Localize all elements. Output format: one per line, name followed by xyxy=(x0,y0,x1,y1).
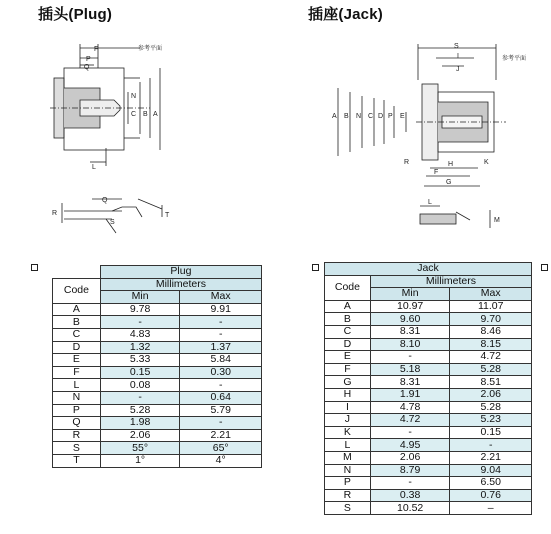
max-cell: 6.50 xyxy=(450,477,532,490)
plug-table-marker xyxy=(31,264,38,271)
max-cell: 0.30 xyxy=(180,366,262,379)
min-cell: - xyxy=(370,351,450,364)
code-cell: C xyxy=(53,328,101,341)
plug-spec-table xyxy=(52,265,262,468)
code-cell: G xyxy=(325,376,371,389)
max-cell: 5.28 xyxy=(450,401,532,414)
table-row xyxy=(325,489,532,502)
min-cell: 4.95 xyxy=(370,439,450,452)
table-row xyxy=(325,388,532,401)
code-cell: D xyxy=(53,341,101,354)
min-cell: 1° xyxy=(100,454,180,467)
max-cell: - xyxy=(450,439,532,452)
jack-dim-s: S xyxy=(454,43,459,50)
code-cell: P xyxy=(325,477,371,490)
jack-dim-a: A xyxy=(332,113,337,120)
code-cell: S xyxy=(325,502,371,515)
table-row xyxy=(325,464,532,477)
code-cell: L xyxy=(53,379,101,392)
table-row xyxy=(325,477,532,490)
code-cell: P xyxy=(53,404,101,417)
table-row xyxy=(325,401,532,414)
jack-code-header: Code xyxy=(325,275,371,300)
min-cell: 0.15 xyxy=(100,366,180,379)
table-row xyxy=(325,502,532,515)
code-cell: C xyxy=(325,325,371,338)
jack-detail-dim-m: M xyxy=(494,217,500,224)
table-row xyxy=(53,379,262,392)
min-cell: 0.38 xyxy=(370,489,450,502)
max-cell: 2.21 xyxy=(450,451,532,464)
plug-detail-dim-s: S xyxy=(110,219,115,226)
min-cell: 4.83 xyxy=(100,328,180,341)
max-cell: 0.15 xyxy=(450,426,532,439)
table-row xyxy=(53,442,262,455)
jack-dim-g: G xyxy=(446,179,452,186)
max-cell: 2.21 xyxy=(180,429,262,442)
code-cell: A xyxy=(325,300,371,313)
code-cell: K xyxy=(325,426,371,439)
max-cell: 65° xyxy=(180,442,262,455)
code-cell: R xyxy=(53,429,101,442)
jack-dim-h: H xyxy=(448,161,454,168)
plug-unit-header: Millimeters xyxy=(100,278,261,291)
min-cell: 9.60 xyxy=(370,313,450,326)
max-cell: – xyxy=(450,502,532,515)
table-row xyxy=(53,366,262,379)
jack-min-header: Min xyxy=(370,288,450,301)
table-row xyxy=(325,300,532,313)
min-cell: 8.10 xyxy=(370,338,450,351)
code-cell: E xyxy=(53,354,101,367)
plug-dim-q: Q xyxy=(84,64,90,71)
min-cell: 0.08 xyxy=(100,379,180,392)
plug-dimension-labels xyxy=(40,38,190,228)
plug-dim-a: A xyxy=(153,111,158,118)
code-cell: Q xyxy=(53,417,101,430)
table-row xyxy=(325,363,532,376)
jack-dim-k: K xyxy=(484,159,489,166)
plug-table-title: Plug xyxy=(100,266,261,279)
jack-dim-n: N xyxy=(356,113,362,120)
min-cell: 1.32 xyxy=(100,341,180,354)
plug-dim-n: N xyxy=(131,93,137,100)
table-row xyxy=(325,313,532,326)
plug-dim-f: F xyxy=(94,46,99,53)
table-row xyxy=(53,391,262,404)
code-cell: H xyxy=(325,388,371,401)
table-row xyxy=(53,417,262,430)
plug-detail-dim-r: R xyxy=(52,210,58,217)
code-cell: J xyxy=(325,414,371,427)
jack-dim-f: F xyxy=(434,169,439,176)
table-row xyxy=(325,426,532,439)
table-row xyxy=(325,325,532,338)
min-cell: 4.78 xyxy=(370,401,450,414)
table-row xyxy=(325,439,532,452)
jack-dim-e: E xyxy=(400,113,405,120)
plug-min-header: Min xyxy=(100,291,180,304)
code-cell: M xyxy=(325,451,371,464)
code-cell: F xyxy=(325,363,371,376)
plug-title: 插头(Plug) xyxy=(38,6,113,23)
max-cell: 5.28 xyxy=(450,363,532,376)
table-row xyxy=(325,376,532,389)
jack-max-header: Max xyxy=(450,288,532,301)
table-row xyxy=(325,351,532,364)
max-cell: 5.79 xyxy=(180,404,262,417)
plug-detail-dim-q: Q xyxy=(102,197,108,204)
jack-table-end-marker xyxy=(541,264,548,271)
code-cell: F xyxy=(53,366,101,379)
min-cell: - xyxy=(100,316,180,329)
min-cell: 5.33 xyxy=(100,354,180,367)
table-row xyxy=(53,404,262,417)
max-cell: 0.76 xyxy=(450,489,532,502)
table-row xyxy=(325,451,532,464)
min-cell: 1.91 xyxy=(370,388,450,401)
min-cell: 9.78 xyxy=(100,303,180,316)
min-cell: 8.79 xyxy=(370,464,450,477)
max-cell: 5.84 xyxy=(180,354,262,367)
code-cell: N xyxy=(325,464,371,477)
plug-dim-b: B xyxy=(143,111,148,118)
code-cell: D xyxy=(325,338,371,351)
max-cell: 11.07 xyxy=(450,300,532,313)
jack-unit-header: Millimeters xyxy=(370,275,531,288)
min-cell: - xyxy=(370,426,450,439)
jack-dim-c: C xyxy=(368,113,374,120)
table-row xyxy=(53,454,262,467)
max-cell: 8.51 xyxy=(450,376,532,389)
max-cell: 8.46 xyxy=(450,325,532,338)
table-row xyxy=(53,429,262,442)
code-cell: I xyxy=(325,401,371,414)
max-cell: 1.37 xyxy=(180,341,262,354)
table-row xyxy=(325,414,532,427)
table-row xyxy=(53,341,262,354)
code-cell: B xyxy=(325,313,371,326)
jack-dim-d: D xyxy=(378,113,384,120)
min-cell: 8.31 xyxy=(370,376,450,389)
table-row xyxy=(53,328,262,341)
min-cell: 4.72 xyxy=(370,414,450,427)
code-cell: R xyxy=(325,489,371,502)
table-row xyxy=(53,354,262,367)
jack-dim-j: J xyxy=(456,66,460,73)
plug-reference-plane-label: 参考平面 xyxy=(138,46,163,52)
plug-detail-dim-t: T xyxy=(165,212,170,219)
min-cell: 1.98 xyxy=(100,417,180,430)
min-cell: 5.28 xyxy=(100,404,180,417)
min-cell: 10.52 xyxy=(370,502,450,515)
max-cell: 9.70 xyxy=(450,313,532,326)
max-cell: 9.04 xyxy=(450,464,532,477)
plug-code-header: Code xyxy=(53,278,101,303)
code-cell: B xyxy=(53,316,101,329)
jack-dim-r: R xyxy=(404,159,410,166)
code-cell: L xyxy=(325,439,371,452)
jack-title: 插座(Jack) xyxy=(308,6,383,23)
max-cell: 2.06 xyxy=(450,388,532,401)
code-cell: S xyxy=(53,442,101,455)
plug-dim-c: C xyxy=(131,111,137,118)
max-cell: - xyxy=(180,316,262,329)
max-cell: 4° xyxy=(180,454,262,467)
min-cell: 2.06 xyxy=(370,451,450,464)
jack-spec-table xyxy=(324,262,532,515)
max-cell: 4.72 xyxy=(450,351,532,364)
min-cell: 5.18 xyxy=(370,363,450,376)
table-row xyxy=(325,338,532,351)
table-row xyxy=(53,316,262,329)
plug-max-header: Max xyxy=(180,291,262,304)
max-cell: 0.64 xyxy=(180,391,262,404)
jack-dim-b: B xyxy=(344,113,349,120)
jack-detail-dim-l: L xyxy=(428,199,432,206)
max-cell: - xyxy=(180,379,262,392)
jack-dim-i: I xyxy=(457,53,459,60)
max-cell: - xyxy=(180,328,262,341)
max-cell: 9.91 xyxy=(180,303,262,316)
jack-reference-plane-label: 参考平面 xyxy=(502,56,527,62)
max-cell: 5.23 xyxy=(450,414,532,427)
plug-dim-l: L xyxy=(92,164,96,171)
min-cell: 2.06 xyxy=(100,429,180,442)
code-cell: T xyxy=(53,454,101,467)
jack-dimension-labels xyxy=(330,40,530,240)
min-cell: - xyxy=(370,477,450,490)
jack-dim-p: P xyxy=(388,113,393,120)
min-cell: 55° xyxy=(100,442,180,455)
code-cell: N xyxy=(53,391,101,404)
min-cell: 8.31 xyxy=(370,325,450,338)
code-cell: E xyxy=(325,351,371,364)
max-cell: - xyxy=(180,417,262,430)
min-cell: 10.97 xyxy=(370,300,450,313)
table-row xyxy=(53,303,262,316)
code-cell: A xyxy=(53,303,101,316)
plug-dim-p: P xyxy=(86,56,91,63)
min-cell: - xyxy=(100,391,180,404)
jack-table-marker xyxy=(312,264,319,271)
jack-table-title: Jack xyxy=(325,263,532,276)
max-cell: 8.15 xyxy=(450,338,532,351)
